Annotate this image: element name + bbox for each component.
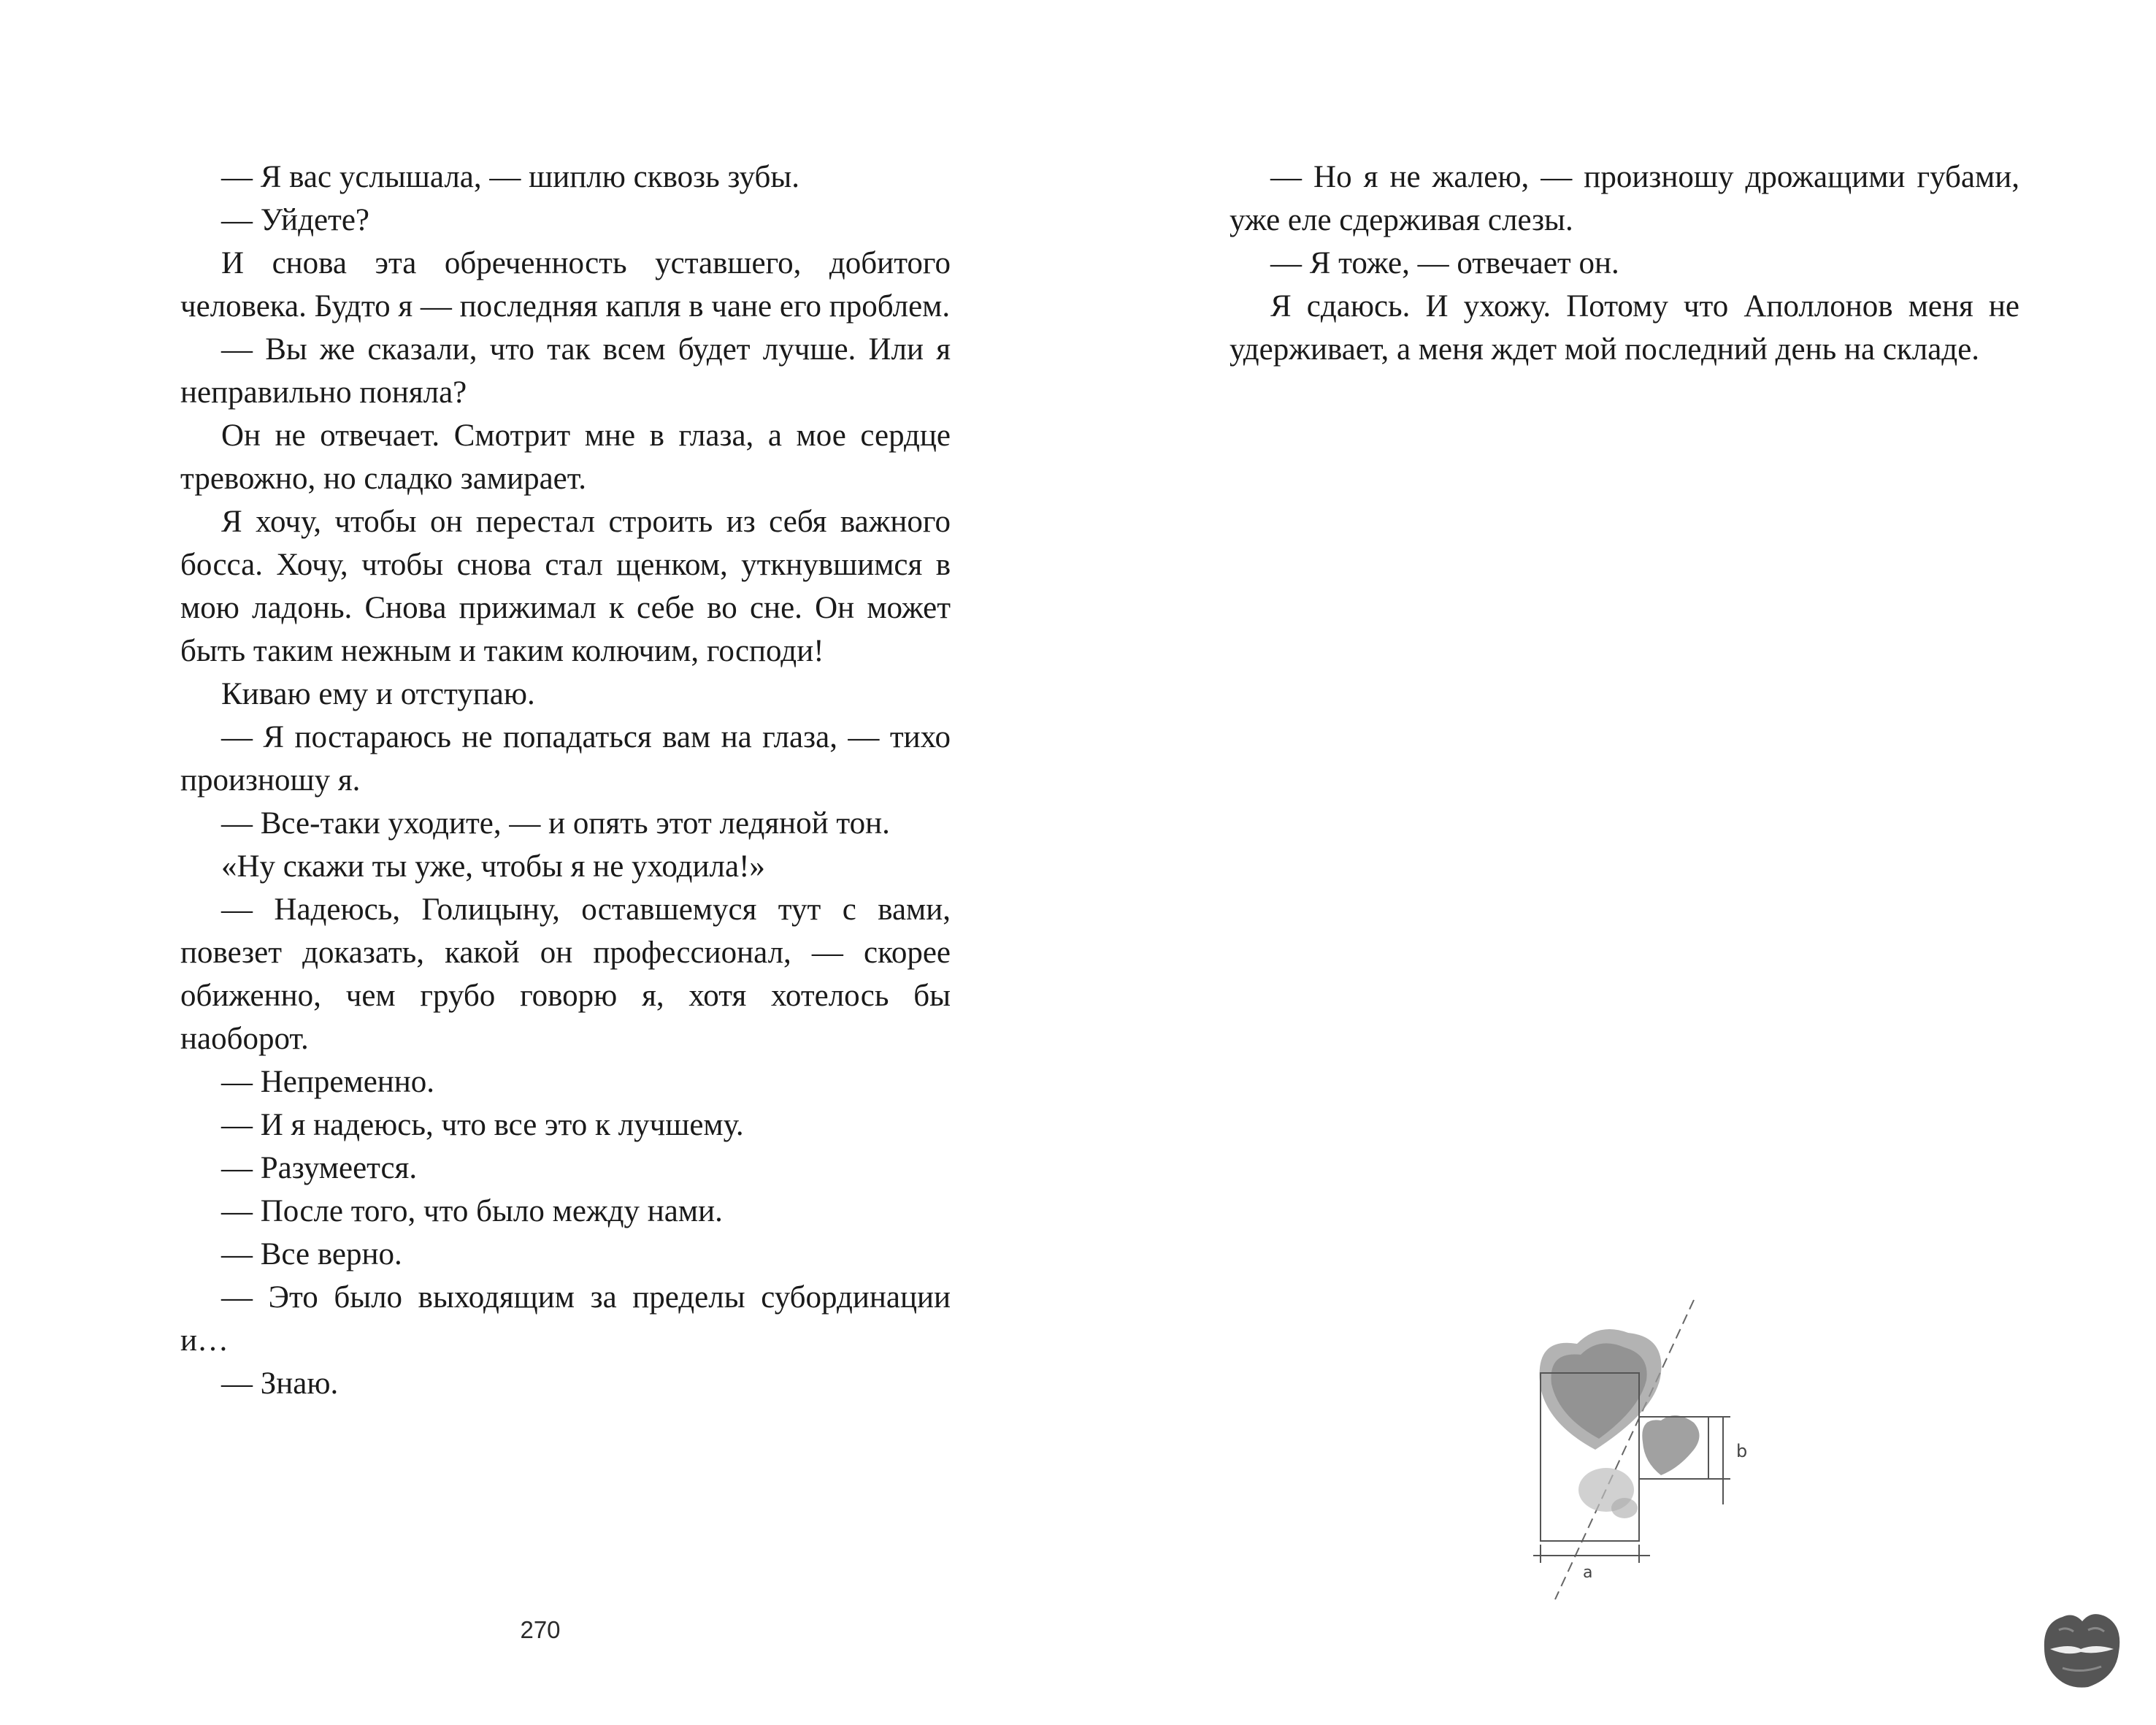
left-text-block xyxy=(180,156,951,1405)
paragraph: — Разумеется. xyxy=(221,1151,418,1185)
paragraph: — Все-таки уходите, — и опять этот ледяной тон. xyxy=(221,806,890,841)
paragraph: — Я постараюсь не попадаться вам на глаза, — тихо произношу я. xyxy=(180,720,951,798)
lips-icon xyxy=(2037,1601,2125,1696)
paragraph: — И я надеюсь, что все это к лучшему. xyxy=(221,1108,744,1142)
paragraph: — Непременно. xyxy=(221,1065,435,1099)
paragraph: Я сдаюсь. И ухожу. Потому что Аполлонов меня не удерживает, а меня ждет мой последний день на складе. xyxy=(1229,289,2019,367)
paragraph: Киваю ему и отступаю. xyxy=(221,677,535,711)
page-number: 270 xyxy=(520,1616,561,1643)
paragraph: Он не отвечает. Смотрит мне в глаза, а мое сердце тревожно, но сладко замирает. xyxy=(180,418,951,496)
hearts-sketch-icon xyxy=(1519,1293,1767,1614)
paragraph: — Это было выходящим за пределы субординации и… xyxy=(180,1280,951,1358)
paragraph: — Но я не жалею, — произношу дрожащими губами, уже еле сдерживая слезы. xyxy=(1229,160,2019,237)
paragraph: — Уйдете? xyxy=(221,203,369,237)
paragraph: Я хочу, чтобы он перестал строить из себя важного босса. Хочу, чтобы снова стал щенком, уткнувшимся в мою ладонь. Снова прижимал к себе во сне. Он может быть таким нежным и таким колючим, господи! xyxy=(180,505,951,668)
paragraph: — Надеюсь, Голицыну, оставшемуся тут с вами, повезет доказать, какой он профессионал, — скорее обиженно, чем грубо говорю я, хотя хотелось бы наоборот. xyxy=(180,892,951,1056)
paragraph: — После того, что было между нами. xyxy=(221,1194,723,1228)
paragraph: И снова эта обреченность уставшего, добитого человека. Будто я — последняя капля в чане его проблем. xyxy=(180,246,951,324)
paragraph: — Вы же сказали, что так всем будет лучше. Или я неправильно поняла? xyxy=(180,332,951,410)
paragraph: — Я вас услышала, — шиплю сквозь зубы. xyxy=(221,160,799,194)
dimension-a-label: a xyxy=(1583,1564,1593,1582)
paragraph: — Все верно. xyxy=(221,1237,402,1271)
right-text-block xyxy=(1229,156,2019,371)
paragraph: — Знаю. xyxy=(221,1366,339,1401)
dimension-b-label: b xyxy=(1736,1441,1748,1461)
paragraph: — Я тоже, — отвечает он. xyxy=(1270,246,1619,280)
paragraph: «Ну скажи ты уже, чтобы я не уходила!» xyxy=(221,849,765,884)
